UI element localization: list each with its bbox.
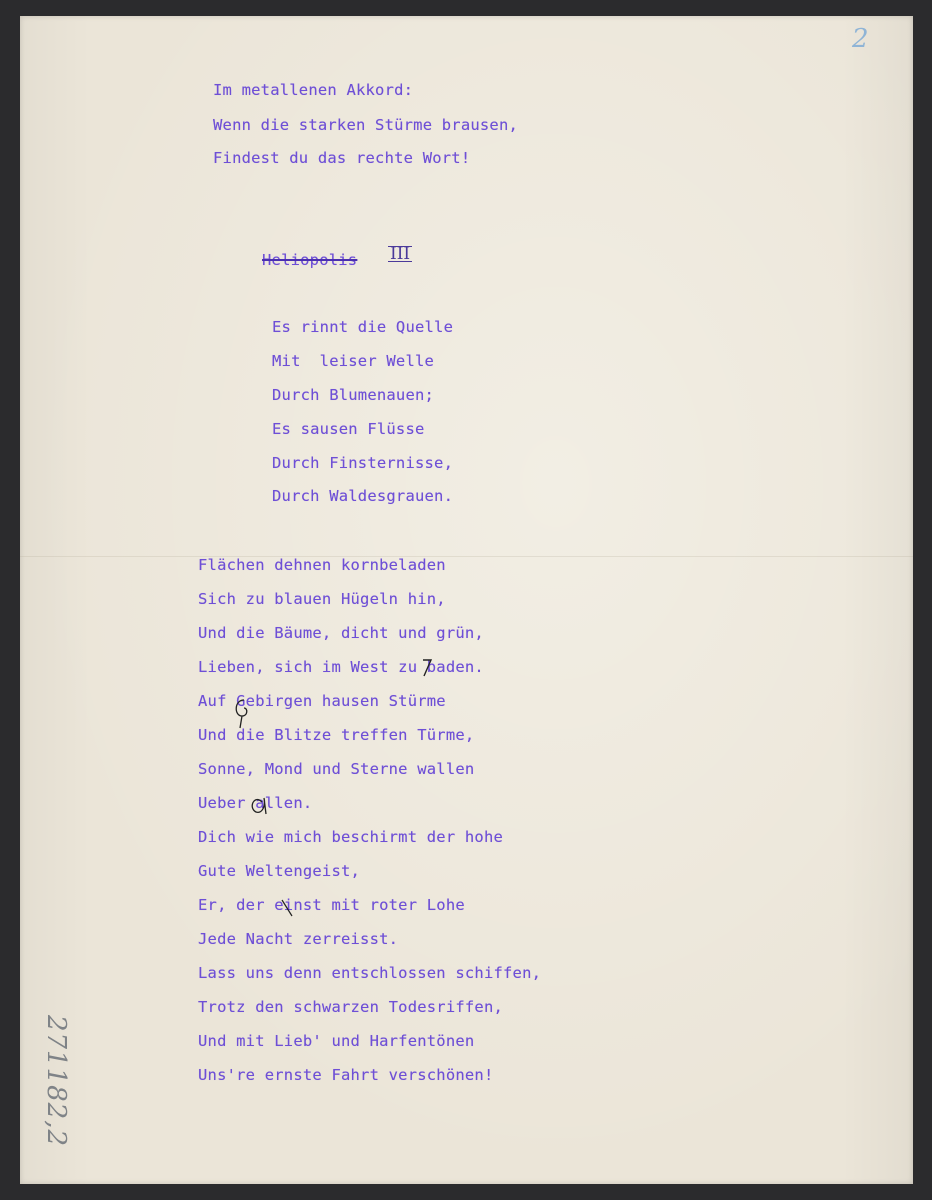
stanza3-line-10: Gute Weltengeist, — [198, 862, 361, 880]
stanza3-line-12: Jede Nacht zerreisst. — [198, 930, 399, 948]
roman-numeral: III — [390, 244, 411, 264]
stanza2-line-2: Mit leiser Welle — [272, 352, 435, 370]
correction-a-mark — [252, 798, 266, 814]
struck-title: Heliopolis — [262, 251, 358, 269]
correction-strike-mark — [282, 900, 292, 916]
page-number: 2 — [852, 24, 869, 54]
stanza2-line-5: Durch Finsternisse, — [272, 454, 454, 472]
stanza3-line-16: Uns're ernste Fahrt verschönen! — [198, 1066, 494, 1084]
stanza1-line-2: Wenn die starken Stürme brausen, — [213, 116, 519, 134]
stanza2-line-3: Durch Blumenauen; — [272, 386, 435, 404]
stanza3-line-13: Lass uns denn entschlossen schiffen, — [198, 964, 542, 982]
stanza3-line-14: Trotz den schwarzen Todesriffen, — [198, 998, 504, 1016]
stanza2-line-4: Es sausen Flüsse — [272, 420, 425, 438]
stanza1-line-1: Im metallenen Akkord: — [213, 81, 414, 99]
stanza3-line-3: Und die Bäume, dicht und grün, — [198, 624, 484, 642]
stanza3-line-7: Sonne, Mond und Sterne wallen — [198, 760, 475, 778]
stanza2-line-6: Durch Waldesgrauen. — [272, 487, 454, 505]
correction-u-mark — [423, 660, 431, 676]
stanza3-line-4: Lieben, sich im West zu baden. — [198, 658, 484, 676]
stanza3-line-5: Auf Gebirgen hausen Stürme — [198, 692, 446, 710]
handwritten-corrections — [20, 16, 913, 1184]
stanza3-line-15: Und mit Lieb' und Harfentönen — [198, 1032, 475, 1050]
correction-g-mark — [236, 700, 247, 728]
stanza3-line-11: Er, der einst mit roter Lohe — [198, 896, 465, 914]
stanza1-line-3: Findest du das rechte Wort! — [213, 149, 471, 167]
stanza3-line-9: Dich wie mich beschirmt der hohe — [198, 828, 504, 846]
stanza3-line-2: Sich zu blauen Hügeln hin, — [198, 590, 446, 608]
stanza3-line-8: Ueber allen. — [198, 794, 313, 812]
stanza3-line-1: Flächen dehnen kornbeladen — [198, 556, 446, 574]
archive-number: 271182,2 — [41, 1014, 72, 1148]
stanza2-line-1: Es rinnt die Quelle — [272, 318, 454, 336]
stanza3-line-6: Und die Blitze treffen Türme, — [198, 726, 475, 744]
paper-sheet — [20, 16, 913, 1184]
